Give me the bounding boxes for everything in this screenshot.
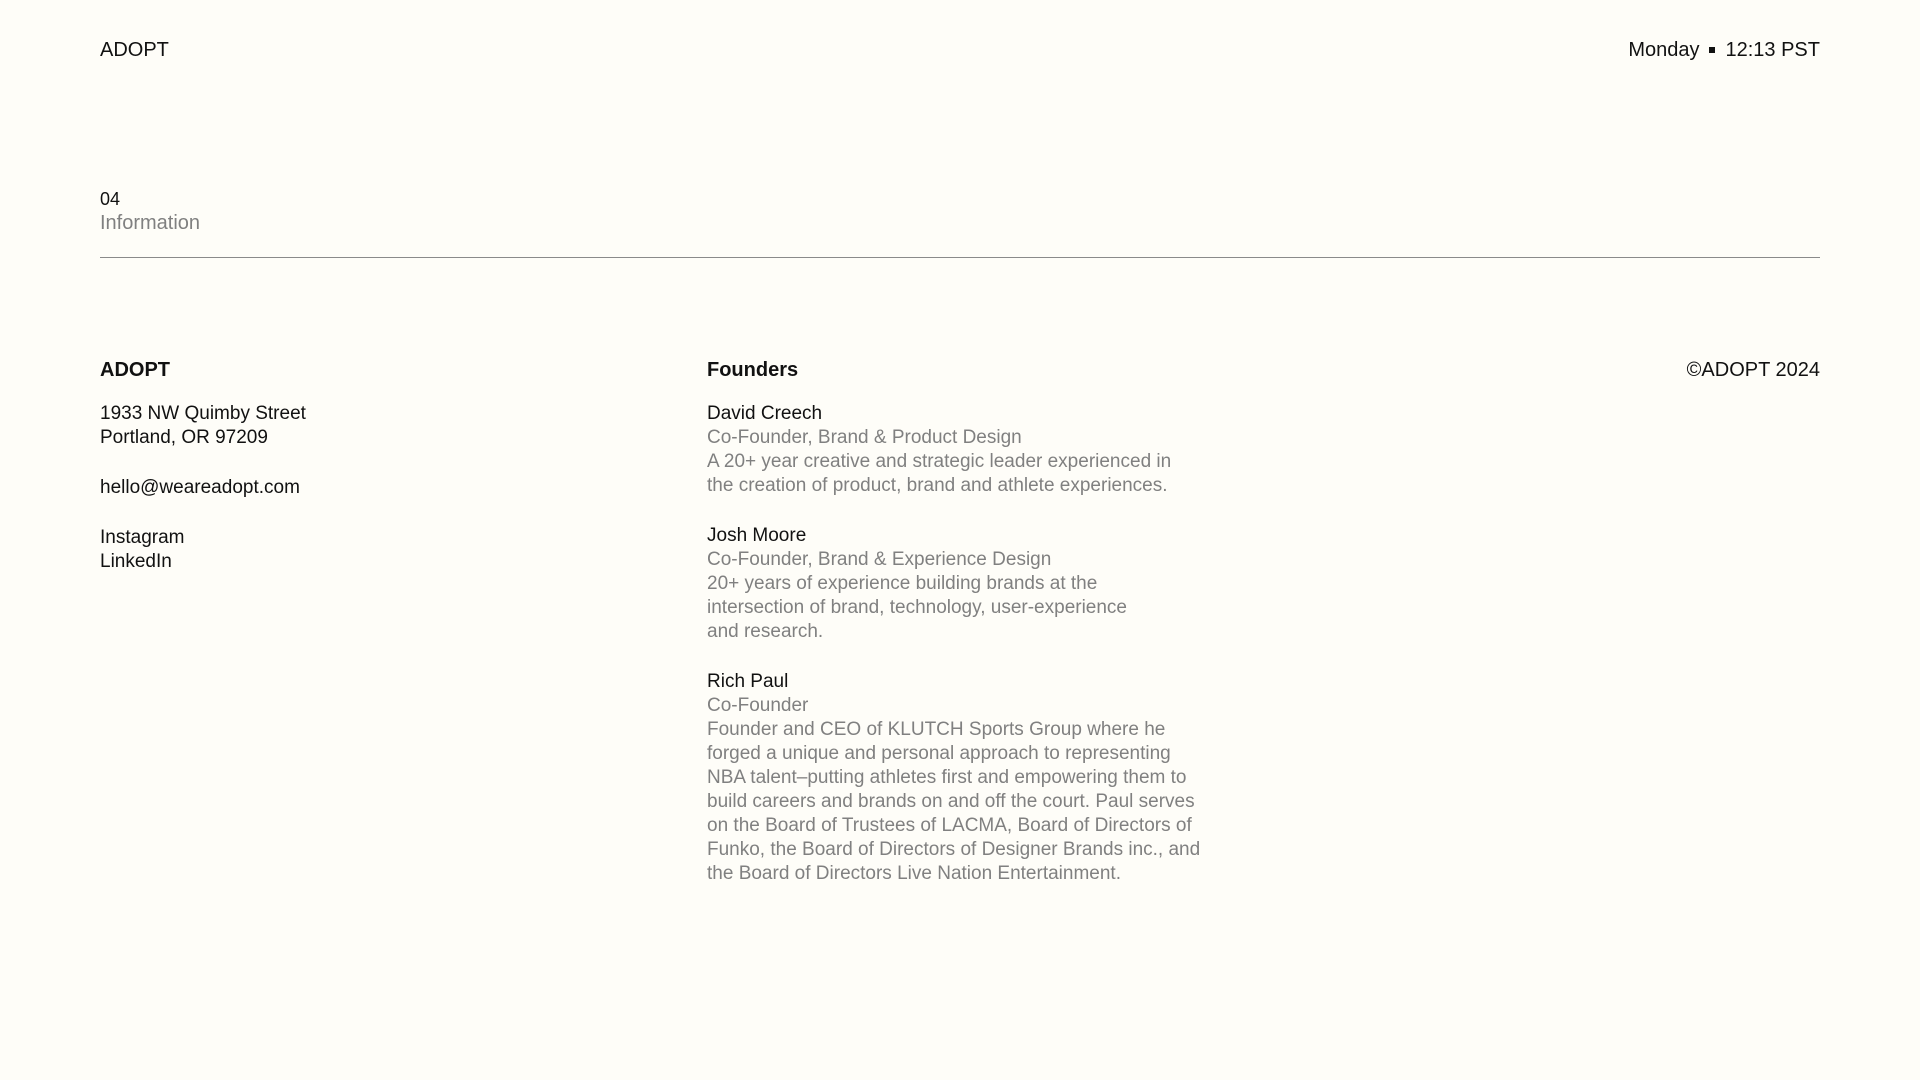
clock-day: Monday (1628, 39, 1700, 61)
founders-column (707, 358, 1227, 912)
founder-bio-line: NBA talent–putting athletes first and empowering them to (707, 767, 1187, 788)
address-line: 1933 NW Quimby Street (100, 403, 306, 424)
founder-name: Rich Paul (707, 671, 789, 692)
copyright: ©ADOPT 2024 (1686, 359, 1820, 381)
clock-time: 12:13 PST (1725, 39, 1820, 61)
founder-role: Co-Founder, Brand & Product Design (707, 427, 1022, 448)
email-block (100, 476, 600, 500)
contact-heading: ADOPT (100, 359, 170, 381)
founder-bio-line: the Board of Directors Live Nation Entertainment. (707, 863, 1121, 884)
contact-column (100, 358, 600, 600)
founder-bio-line: 20+ years of experience building brands at the (707, 573, 1098, 594)
founder-bio-line: A 20+ year creative and strategic leader experienced in (707, 451, 1172, 472)
clock (1628, 38, 1820, 62)
square-separator-icon (1709, 47, 1715, 53)
founder-item (707, 524, 1227, 644)
founder-name: David Creech (707, 403, 823, 424)
linkedin-link[interactable]: LinkedIn (100, 551, 172, 572)
founder-role: Co-Founder (707, 695, 809, 716)
founder-bio-line: and research. (707, 621, 824, 642)
founder-bio-line: intersection of brand, technology, user-experience (707, 597, 1128, 618)
section-title: Information (100, 212, 201, 234)
founders-heading: Founders (707, 359, 799, 381)
section-number: 04 (100, 189, 121, 209)
founder-bio-line: forged a unique and personal approach to representing (707, 743, 1171, 764)
logo[interactable]: ADOPT (100, 39, 169, 61)
email-link[interactable]: hello@weareadopt.com (100, 477, 300, 498)
founder-bio-line: on the Board of Trustees of LACMA, Board of Directors of (707, 815, 1192, 836)
founder-bio-line: Founder and CEO of KLUTCH Sports Group where he (707, 719, 1166, 740)
divider (100, 257, 1820, 258)
address-line: Portland, OR 97209 (100, 427, 268, 448)
instagram-link[interactable]: Instagram (100, 527, 185, 548)
address (100, 402, 600, 450)
copyright-column (1687, 358, 1820, 382)
social-links (100, 526, 600, 574)
founder-name: Josh Moore (707, 525, 807, 546)
founder-bio-line: Funko, the Board of Directors of Designer Brands inc., and (707, 839, 1201, 860)
section-header (100, 187, 200, 235)
founder-item (707, 670, 1227, 886)
founder-bio-line: the creation of product, brand and athlete experiences. (707, 475, 1168, 496)
founder-item (707, 402, 1227, 498)
founder-bio-line: build careers and brands on and off the court. Paul serves (707, 791, 1195, 812)
founder-role: Co-Founder, Brand & Experience Design (707, 549, 1052, 570)
